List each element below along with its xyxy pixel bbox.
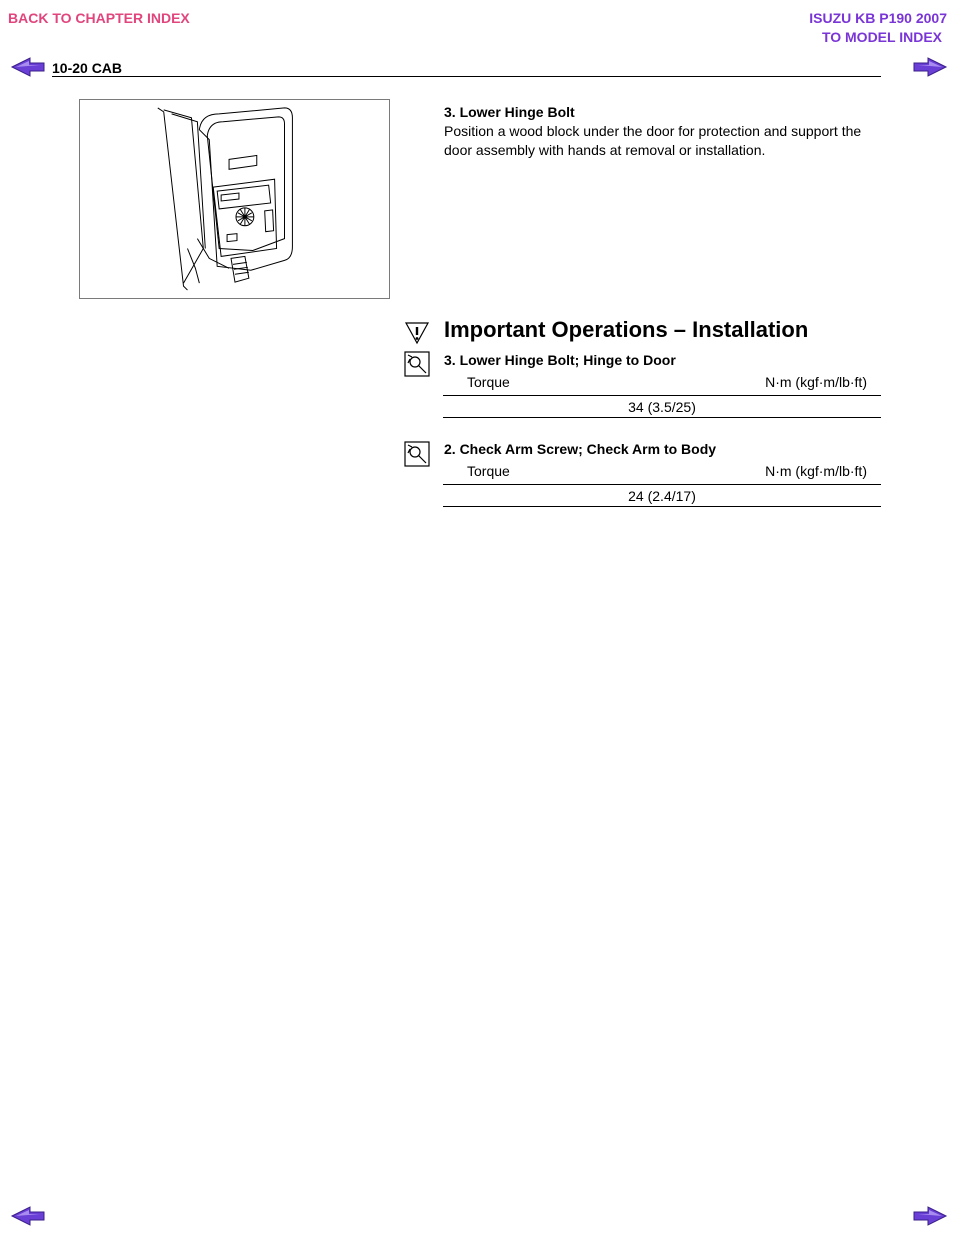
left-arrow-icon [10, 1205, 46, 1227]
torque-label: Torque [467, 374, 510, 390]
header-divider [52, 76, 881, 77]
torque-value: 34 (3.5/25) [628, 399, 696, 415]
torque-wrench-icon [404, 351, 430, 377]
right-arrow-icon [912, 1205, 948, 1227]
step-description: Position a wood block under the door for protection and support the door assembly with hands at removal or installation. [444, 123, 862, 158]
operation-title: 3. Lower Hinge Bolt; Hinge to Door [444, 352, 676, 368]
open-rear-door-illustration [80, 100, 389, 298]
caution-icon [404, 320, 430, 346]
right-arrow-icon [912, 56, 948, 78]
to-model-index-link[interactable]: TO MODEL INDEX [821, 29, 942, 45]
torque-units: N·m (kgf·m/lb·ft) [765, 463, 867, 479]
important-operations-heading: Important Operations – Installation [444, 317, 809, 342]
table-rule [443, 506, 881, 507]
prev-page-button[interactable] [10, 56, 46, 78]
next-page-button-bottom[interactable] [912, 1205, 948, 1227]
step-title: 3. Lower Hinge Bolt [444, 104, 575, 120]
prev-page-button-bottom[interactable] [10, 1205, 46, 1227]
left-arrow-icon [10, 56, 46, 78]
back-to-chapter-index-link[interactable]: BACK TO CHAPTER INDEX [8, 10, 190, 26]
next-page-button[interactable] [912, 56, 948, 78]
table-rule [443, 484, 881, 485]
model-title: ISUZU KB P190 2007 [809, 10, 947, 26]
rear-door-figure [79, 99, 390, 299]
torque-value: 24 (2.4/17) [628, 488, 696, 504]
torque-units: N·m (kgf·m/lb·ft) [765, 374, 867, 390]
torque-label: Torque [467, 463, 510, 479]
operation-title: 2. Check Arm Screw; Check Arm to Body [444, 441, 717, 457]
torque-wrench-icon [404, 441, 430, 467]
table-rule [443, 417, 881, 418]
page-header: 10-20 CAB [52, 60, 123, 76]
table-rule [443, 395, 881, 396]
